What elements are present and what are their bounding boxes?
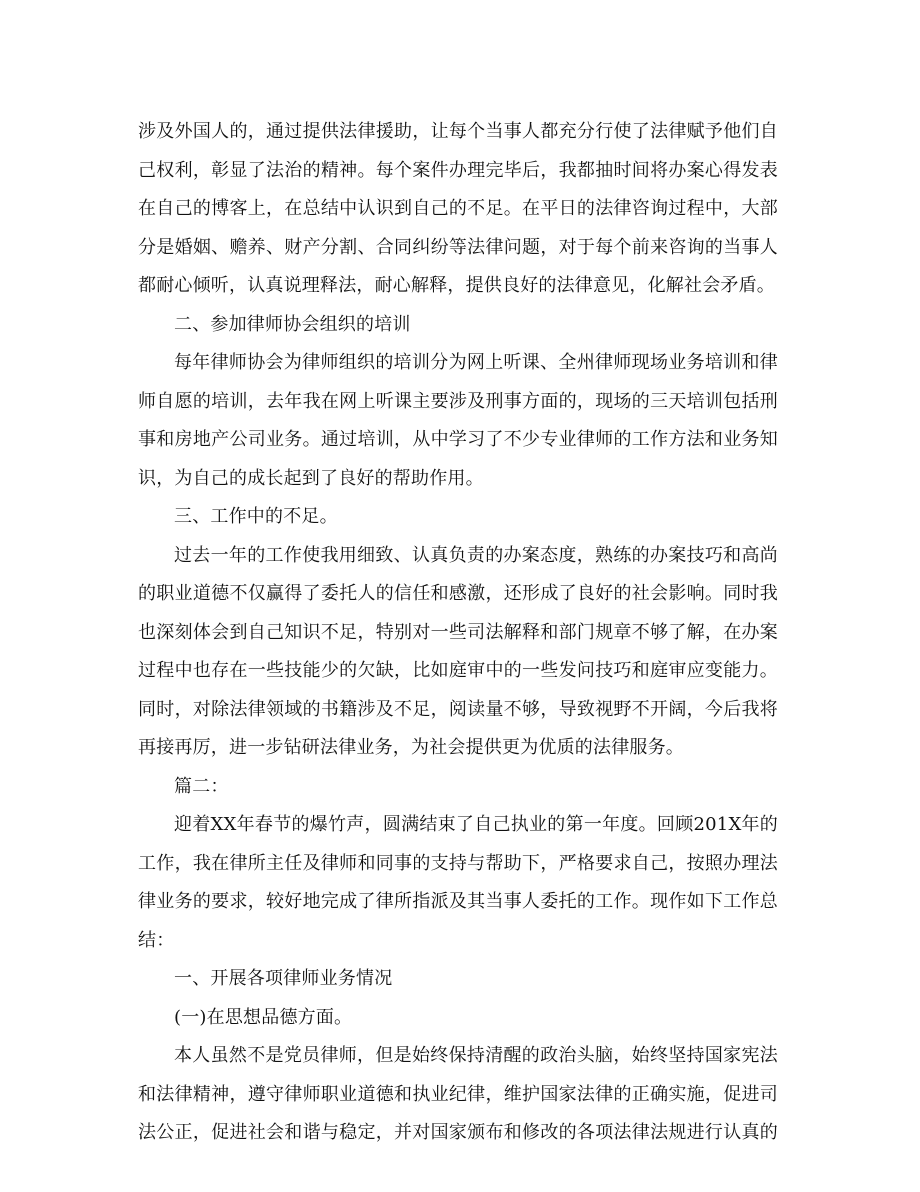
- text-line: 的职业道德不仅赢得了委托人的信任和感激，还形成了良好的社会影响。同时我: [138, 583, 778, 604]
- text-line: 律业务的要求，较好地完成了律所指派及其当事人委托的工作。现作如下工作总: [138, 891, 778, 912]
- text-line: 和法律精神，遵守律师职业道德和执业纪律，维护国家法律的正确实施，促进司: [138, 1083, 778, 1105]
- text-line: 识，为自己的成长起到了良好的帮助作用。: [138, 467, 484, 489]
- text-line: 同时，对除法律领域的书籍涉及不足，阅读量不够，导致视野不开阔，今后我将: [138, 698, 778, 720]
- text-line: 过去一年的工作使我用细致、认真负责的办案态度，熟练的办案技巧和高尚: [174, 544, 778, 566]
- text-line: 每年律师协会为律师组织的培训分为网上听课、全州律师现场业务培训和律: [174, 352, 778, 373]
- text-line: 涉及外国人的，通过提供法律援助，让每个当事人都充分行使了法律赋予他们自: [138, 121, 778, 142]
- document-body: [138, 113, 778, 1153]
- text-line: 在自己的博客上，在总结中认识到自己的不足。在平日的法律咨询过程中，大部: [138, 198, 778, 219]
- text-line: (一)在思想品德方面。: [174, 1006, 353, 1028]
- text-line: 法公正，促进社会和谐与稳定，并对国家颁布和修改的各项法律法规进行认真的: [138, 1122, 778, 1143]
- text-line: 迎着XX年春节的爆竹声，圆满结束了自己执业的第一年度。回顾201X年的: [174, 814, 778, 835]
- text-line: 篇二：: [174, 775, 229, 797]
- text-line: 一、开展各项律师业务情况: [174, 968, 393, 989]
- text-line: 再接再厉，进一步钻研法律业务，为社会提供更为优质的法律服务。: [138, 737, 684, 758]
- text-line: 二、参加律师协会组织的培训: [174, 313, 411, 335]
- text-line: 都耐心倾听，认真说理释法，耐心解释，提供良好的法律意见，化解社会矛盾。: [138, 275, 775, 296]
- text-line: 本人虽然不是党员律师，但是始终保持清醒的政治头脑，始终坚持国家宪法: [174, 1045, 778, 1066]
- text-line: 也深刻体会到自己知识不足，特别对一些司法解释和部门规章不够了解，在办案: [138, 621, 778, 643]
- text-line: 工作，我在律所主任及律师和同事的支持与帮助下，严格要求自己，按照办理法: [138, 852, 778, 874]
- text-line: 三、工作中的不足。: [174, 506, 338, 527]
- text-line: 师自愿的培训，去年我在网上听课主要涉及刑事方面的，现场的三天培训包括刑: [138, 390, 778, 412]
- text-line: 结：: [138, 929, 175, 951]
- text-line: 分是婚姻、赡养、财产分割、合同纠纷等法律问题，对于每个前来咨询的当事人: [138, 236, 778, 258]
- text-line: 过程中也存在一些技能少的欠缺，比如庭审中的一些发问技巧和庭审应变能力。: [138, 660, 778, 681]
- text-line: 己权利，彰显了法治的精神。每个案件办理完毕后，我都抽时间将办案心得发表: [138, 159, 778, 181]
- text-line: 事和房地产公司业务。通过培训，从中学习了不少专业律师的工作方法和业务知: [138, 429, 778, 450]
